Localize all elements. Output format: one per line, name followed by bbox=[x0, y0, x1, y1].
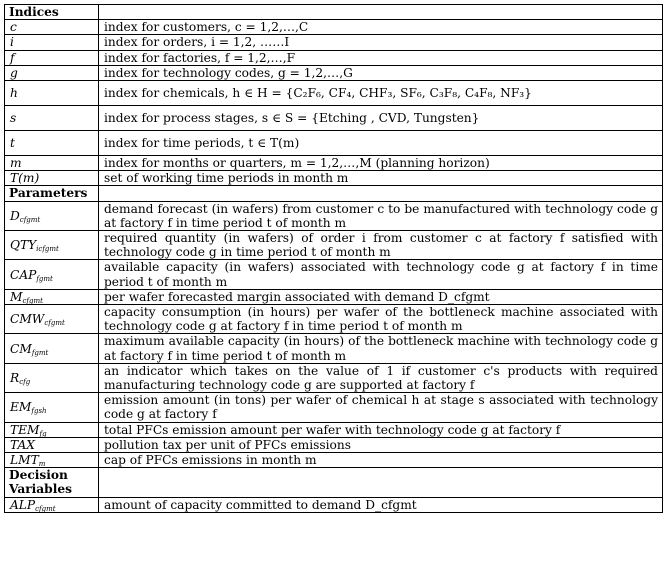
symbol: TEM bbox=[10, 422, 40, 437]
section-header-row bbox=[5, 186, 663, 201]
table-row bbox=[5, 422, 663, 437]
table-row bbox=[5, 171, 663, 186]
table-row bbox=[5, 35, 663, 50]
table-row bbox=[5, 453, 663, 468]
table-row bbox=[5, 50, 663, 65]
description-cell: per wafer forecasted margin associated with demand D_cfgmt bbox=[99, 289, 663, 304]
description-cell: index for time periods, t ∈ T(m) bbox=[99, 131, 663, 156]
symbol-cell bbox=[5, 156, 99, 171]
symbol-cell bbox=[5, 106, 99, 131]
description-cell: index for orders, i = 1,2, ……I bbox=[99, 35, 663, 50]
symbol: M bbox=[10, 289, 23, 304]
section-blank-cell bbox=[99, 468, 663, 497]
table-row bbox=[5, 437, 663, 452]
symbol-cell bbox=[5, 201, 99, 230]
symbol-cell bbox=[5, 171, 99, 186]
table-row bbox=[5, 363, 663, 392]
symbol: f bbox=[10, 50, 15, 65]
nomenclature-table bbox=[4, 4, 663, 513]
symbol: T(m) bbox=[10, 171, 40, 186]
description-cell: available capacity (in wafers) associated with technology code g at factory f in time period t of month m bbox=[99, 260, 663, 289]
symbol: QTY bbox=[10, 238, 37, 253]
symbol: ALP bbox=[10, 497, 36, 512]
symbol-subscript: fgmt bbox=[31, 348, 49, 357]
description-cell: set of working time periods in month m bbox=[99, 171, 663, 186]
symbol: D bbox=[10, 208, 20, 223]
description-cell: required quantity (in wafers) of order i from customer c at factory f satisfied with technology code g in time period t of month m bbox=[99, 231, 663, 260]
symbol: EM bbox=[10, 400, 32, 415]
description-cell: demand forecast (in wafers) from customer c to be manufactured with technology code g at factory f in time period t of month m bbox=[99, 201, 663, 230]
symbol: m bbox=[10, 156, 22, 171]
description-cell: cap of PFCs emissions in month m bbox=[99, 453, 663, 468]
description-cell: emission amount (in tons) per wafer of chemical h at stage s associated with technology code g at factory f bbox=[99, 393, 663, 422]
symbol-cell bbox=[5, 65, 99, 80]
symbol-cell bbox=[5, 20, 99, 35]
symbol: t bbox=[10, 135, 15, 150]
table-row bbox=[5, 201, 663, 230]
symbol-subscript: fg bbox=[39, 429, 47, 438]
symbol: TAX bbox=[10, 437, 35, 452]
table-row bbox=[5, 393, 663, 422]
table-row bbox=[5, 156, 663, 171]
description-cell: an indicator which takes on the value of 1 if customer c's products with required manufacturing technology code g are supported at factory f bbox=[99, 363, 663, 392]
symbol-cell bbox=[5, 50, 99, 65]
symbol-subscript: cfgmt bbox=[22, 296, 43, 305]
description-cell: index for months or quarters, m = 1,2,…,M (planning horizon) bbox=[99, 156, 663, 171]
table-row bbox=[5, 65, 663, 80]
symbol: CM bbox=[10, 341, 32, 356]
table-row bbox=[5, 260, 663, 289]
symbol: g bbox=[10, 65, 18, 80]
description-cell: index for customers, c = 1,2,…,C bbox=[99, 20, 663, 35]
section-blank-cell bbox=[99, 186, 663, 201]
section-blank-cell bbox=[99, 5, 663, 20]
symbol-cell bbox=[5, 231, 99, 260]
description-cell: index for chemicals, h ∈ H = {C₂F₆, CF₄, CHF₃, SF₆, C₃F₈, C₄F₈, NF₃} bbox=[99, 81, 663, 106]
table-row bbox=[5, 289, 663, 304]
table-row bbox=[5, 231, 663, 260]
symbol-subscript: icfgmt bbox=[36, 245, 59, 254]
symbol: c bbox=[10, 20, 17, 35]
section-title: Indices bbox=[5, 5, 99, 20]
table-row bbox=[5, 131, 663, 156]
symbol: CMW bbox=[10, 312, 45, 327]
description-cell: maximum available capacity (in hours) of the bottleneck machine with technology code g at factory f in time period t of month m bbox=[99, 334, 663, 363]
symbol-subscript: cfg bbox=[19, 377, 31, 386]
section-title: Parameters bbox=[5, 186, 99, 201]
description-cell: amount of capacity committed to demand D_cfgmt bbox=[99, 497, 663, 512]
section-header-row bbox=[5, 5, 663, 20]
symbol-cell bbox=[5, 260, 99, 289]
symbol-subscript: cfgmt bbox=[19, 215, 41, 224]
symbol-subscript: fgsh bbox=[31, 407, 47, 416]
symbol-cell bbox=[5, 363, 99, 392]
table-row bbox=[5, 497, 663, 512]
symbol-cell bbox=[5, 289, 99, 304]
symbol: LMT bbox=[10, 453, 39, 468]
table-row bbox=[5, 334, 663, 363]
symbol: h bbox=[10, 85, 18, 100]
symbol: CAP bbox=[10, 267, 37, 282]
symbol-subscript: cfgmt bbox=[44, 319, 65, 328]
symbol-subscript: m bbox=[38, 460, 46, 469]
section-title: Decision Variables bbox=[5, 468, 99, 497]
description-cell: index for factories, f = 1,2,…,F bbox=[99, 50, 663, 65]
symbol-cell bbox=[5, 497, 99, 512]
table-row bbox=[5, 106, 663, 131]
description-cell: pollution tax per unit of PFCs emissions bbox=[99, 437, 663, 452]
symbol: R bbox=[10, 370, 20, 385]
symbol-subscript: cfgmt bbox=[35, 504, 56, 513]
symbol-cell bbox=[5, 35, 99, 50]
description-cell: index for process stages, s ∈ S = {Etching , CVD, Tungsten} bbox=[99, 106, 663, 131]
symbol-cell bbox=[5, 334, 99, 363]
symbol-cell bbox=[5, 305, 99, 334]
symbol-cell bbox=[5, 131, 99, 156]
symbol-subscript: fgmt bbox=[36, 274, 53, 283]
table-row bbox=[5, 20, 663, 35]
symbol-cell bbox=[5, 81, 99, 106]
description-cell: total PFCs emission amount per wafer with technology code g at factory f bbox=[99, 422, 663, 437]
symbol-cell bbox=[5, 422, 99, 437]
symbol-cell bbox=[5, 453, 99, 468]
table-row bbox=[5, 81, 663, 106]
section-header-row bbox=[5, 468, 663, 497]
symbol: i bbox=[10, 35, 14, 50]
symbol-cell bbox=[5, 437, 99, 452]
symbol: s bbox=[10, 110, 17, 125]
description-cell: capacity consumption (in hours) per wafer of the bottleneck machine associated with technology code g at factory f in time period t of month m bbox=[99, 305, 663, 334]
symbol-cell bbox=[5, 393, 99, 422]
table-row bbox=[5, 305, 663, 334]
description-cell: index for technology codes, g = 1,2,…,G bbox=[99, 65, 663, 80]
